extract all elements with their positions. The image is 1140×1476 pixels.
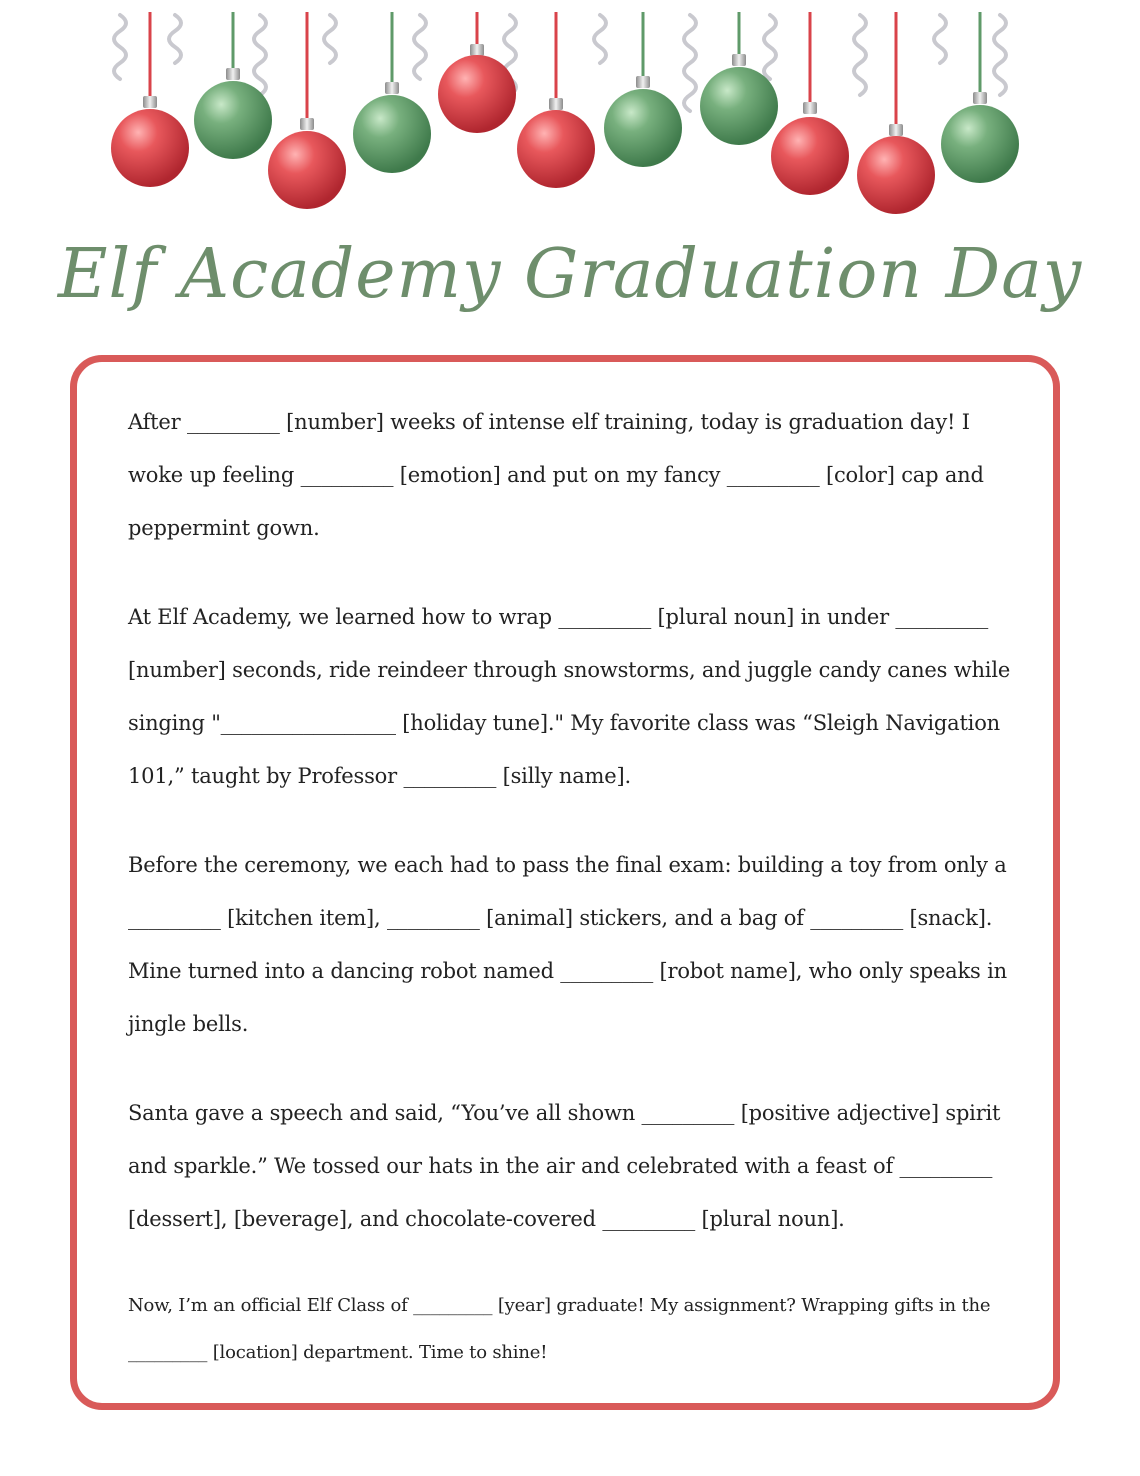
- page-title: Elf Academy Graduation Day: [57, 235, 1083, 314]
- story-paragraph-1: After _________ [number] weeks of intense elf training, today is graduation day! I woke up feeling _________ [emotion] and put on my fancy _________ [color] cap and peppermint gown.: [128, 410, 984, 540]
- story-paragraph-4: Santa gave a speech and said, “You’ve all shown _________ [positive adjective] spirit and sparkle.” We tossed our hats in the air and celebrated with a feast of _________ [dessert], [beverage], and chocolate-covered _________ [plural noun].: [128, 1101, 1001, 1231]
- story-paragraph-2: At Elf Academy, we learned how to wrap _________ [plural noun] in under _________ [number] seconds, ride reindeer through snowstorms, and juggle candy canes while singing "_________________ [holiday tune]." My favorite class was “Sleigh Navigation 101,” taught by Professor _________ [silly name].: [128, 605, 1011, 788]
- story-paragraph-3: Before the ceremony, we each had to pass the final exam: building a toy from only a _________ [kitchen item], _________ [animal] stickers, and a bag of _________ [snack]. Mine turned into a dancing robot named _________ [robot name], who only speaks in jingle bells.: [128, 853, 1007, 1036]
- christmas-bauble-icon: [438, 12, 516, 133]
- ornament-garland: [0, 0, 1140, 230]
- christmas-bauble-icon: [604, 12, 682, 167]
- christmas-bauble-icon: [194, 12, 272, 159]
- christmas-bauble-icon: [517, 12, 595, 188]
- mad-lib-story: [128, 396, 1028, 1412]
- christmas-bauble-icon: [111, 12, 189, 187]
- christmas-bauble-icon: [771, 12, 849, 195]
- christmas-bauble-icon: [857, 12, 935, 214]
- story-paragraph-5: Now, I’m an official Elf Class of _________ [year] graduate! My assignment? Wrapping gifts in the _________ [location] department. Time to shine!: [128, 1295, 991, 1363]
- christmas-bauble-icon: [353, 12, 431, 173]
- christmas-bauble-icon: [941, 12, 1019, 183]
- christmas-bauble-icon: [268, 12, 346, 209]
